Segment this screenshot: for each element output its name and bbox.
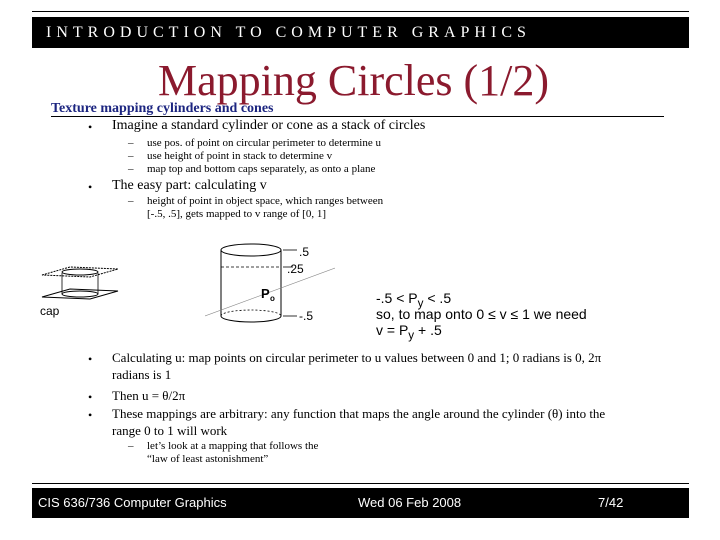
point-label: P — [261, 286, 270, 301]
equation-condition: so, to map onto 0 ≤ v ≤ 1 we need — [376, 306, 587, 322]
equation-mapping: $v = P_y + .5$ — [376, 322, 442, 342]
bullet-text: The easy part: calculating v — [112, 178, 267, 193]
sub-bullet-text: map top and bottom caps separately, as onto a plane — [147, 163, 376, 175]
dash-marker: – — [128, 195, 134, 207]
dash-marker: – — [128, 150, 134, 162]
title-underline — [51, 116, 664, 117]
slide-subtitle: Texture mapping cylinders and cones — [51, 101, 274, 116]
dash-marker: – — [128, 163, 134, 175]
bullet-marker: • — [88, 180, 93, 194]
sub-bullet-text: [-.5, .5], gets mapped to v range of [0, 1] — [147, 208, 327, 220]
footer-course: CIS 636/736 Computer Graphics — [38, 495, 227, 510]
footer-page-number: 7/42 — [598, 495, 624, 510]
equation-range: $-.5 < P_y < .5$ — [376, 290, 452, 310]
sub-bullet-text: “law of least astonishment” — [147, 453, 269, 465]
dash-marker: – — [128, 440, 134, 452]
bullet-marker: • — [88, 352, 93, 366]
course-banner: INTRODUCTION TO COMPUTER GRAPHICS — [32, 17, 689, 48]
sub-bullet-text: let’s look at a mapping that follows the — [147, 440, 319, 452]
sub-bullet-text: use height of point in stack to determine v — [147, 150, 333, 162]
bullet-marker: • — [88, 120, 93, 134]
bullet-text: Imagine a standard cylinder or cone as a stack of circles — [112, 118, 426, 133]
top-label: .5 — [299, 245, 310, 259]
bullet-text: These mappings are arbitrary: any function that maps the angle around the cylinder (θ) into the — [112, 406, 606, 421]
top-rule — [32, 11, 689, 12]
footer-date: Wed 06 Feb 2008 — [358, 495, 462, 510]
bullet-marker: • — [88, 408, 93, 422]
dash-marker: – — [128, 137, 134, 149]
sub-bullet-text: use pos. of point on circular perimeter to determine u — [147, 137, 381, 149]
bullet-text-cont: radians is 1 — [112, 367, 172, 382]
cap-label: cap — [40, 304, 60, 318]
sub-bullet-text: height of point in object space, which ranges between — [147, 195, 384, 207]
bullet-marker: • — [88, 390, 93, 404]
bullet-text: Calculating u: map points on circular perimeter to u values between 0 and 1; 0 radians is 0, 2π — [112, 350, 602, 365]
mid-label: .25 — [287, 262, 304, 276]
bullet-text-cont: range 0 to 1 will work — [112, 423, 228, 438]
bullet-text: Then u = θ/2π — [112, 388, 186, 403]
footer-bar — [32, 488, 689, 518]
footer-rule — [32, 483, 689, 484]
bottom-label: -.5 — [299, 309, 314, 323]
slide-title: Mapping Circles (1/2) — [158, 56, 550, 105]
cylinder-diagram — [205, 240, 335, 330]
point-subscript: o — [270, 294, 275, 303]
cap-diagram — [34, 263, 124, 323]
